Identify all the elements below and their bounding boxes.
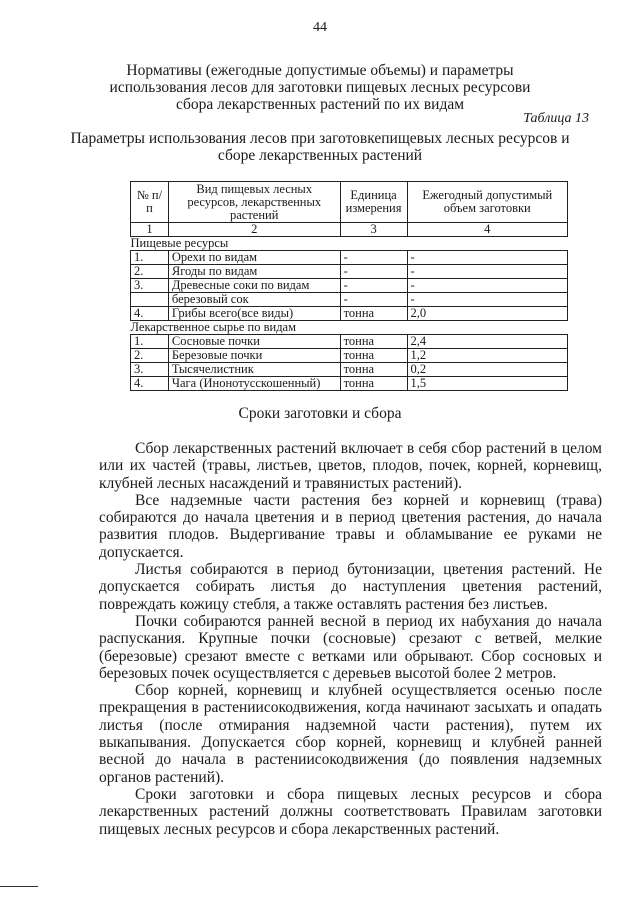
resource-name: Березовые почки — [168, 349, 340, 363]
table-row — [131, 307, 568, 321]
column-number: 4 — [407, 223, 567, 237]
row-number: 4. — [131, 307, 169, 321]
row-number: 2. — [131, 349, 169, 363]
header-cell: Ежегодный допустимый объем заготовки — [407, 182, 567, 223]
footer-divider — [0, 886, 38, 887]
paragraph: Все надземные части растения без корней и корневищ (трава) собираются до начала цветения и в период цветения растения, до начала развития плодов. Выдергивание травы и обламывание ее руками не допускается. — [99, 491, 602, 561]
volume: - — [407, 293, 567, 307]
column-number-row — [131, 223, 568, 237]
section-heading: Сроки заготовки и сбора — [238, 405, 402, 422]
unit: - — [340, 265, 407, 279]
table-row — [131, 293, 568, 307]
table-reference: Таблица 13 — [523, 111, 589, 126]
volume: 2,4 — [407, 335, 567, 349]
paragraph: Сбор корней, корневищ и клубней осуществляется осенью после прекращения в растениисокодвижения, когда начинают засыхать и опадать листья (после отмирания надземной части растения), путем их выкапывания. Допускается сбор корней, корневищ и клубней ранней весной до начала в растениисокодвижения (до появления надземных органов растений). — [99, 682, 602, 786]
row-number: 2. — [131, 265, 169, 279]
paragraph: Листья собираются в период бутонизации, цветения растений. Не допускается собирать листья до наступления цветения растений, повреждать кожицу стебля, а также оставлять растения без листьев. — [99, 561, 602, 613]
volume: - — [407, 279, 567, 293]
section-row — [131, 237, 568, 251]
volume: 1,2 — [407, 349, 567, 363]
header-cell: Вид пищевых лесных ресурсов, лекарственных растений — [168, 182, 340, 223]
section-row — [131, 321, 568, 335]
resource-name: Грибы всего(все виды) — [168, 307, 340, 321]
body-text — [99, 440, 602, 838]
unit: - — [340, 251, 407, 265]
table-row — [131, 279, 568, 293]
resource-name: Ягоды по видам — [168, 265, 340, 279]
unit: - — [340, 279, 407, 293]
header-cell: Единица измерения — [340, 182, 407, 223]
row-number: 1. — [131, 335, 169, 349]
row-number: 1. — [131, 251, 169, 265]
volume: - — [407, 251, 567, 265]
table-title: Параметры использования лесов при заготовкепищевых лесных ресурсов и сборе лекарственных растений — [70, 130, 570, 164]
parameters-table — [130, 181, 568, 391]
paragraph: Сроки заготовки и сбора пищевых лесных ресурсов и сбора лекарственных растений должны соответствовать Правилам заготовки пищевых лесных ресурсов и сбора лекарственных растений. — [99, 785, 602, 838]
document-title: Нормативы (ежегодные допустимые объемы) и параметры использования лесов для заготовки пищевых лесных ресурсови сбора лекарственных растений по их видам — [109, 62, 531, 113]
resource-name: Тысячелистник — [168, 363, 340, 377]
table-row — [131, 335, 568, 349]
section-label: Лекарственное сырье по видам — [131, 321, 568, 335]
column-number: 2 — [168, 223, 340, 237]
column-number: 1 — [131, 223, 169, 237]
row-number: 4. — [131, 377, 169, 391]
resource-name: Чага (Инонотусскошенный) — [168, 377, 340, 391]
volume: 0,2 — [407, 363, 567, 377]
row-number: 3. — [131, 279, 169, 293]
volume: - — [407, 265, 567, 279]
unit: тонна — [340, 335, 407, 349]
row-number — [131, 293, 169, 307]
unit: тонна — [340, 349, 407, 363]
resource-name: Сосновые почки — [168, 335, 340, 349]
table-row — [131, 251, 568, 265]
header-cell: № п/п — [131, 182, 169, 223]
table-header-row — [131, 182, 568, 223]
table-row — [131, 377, 568, 391]
volume: 2,0 — [407, 307, 567, 321]
section-label: Пищевые ресурсы — [131, 237, 568, 251]
resource-name: березовый сок — [168, 293, 340, 307]
unit: тонна — [340, 377, 407, 391]
volume: 1,5 — [407, 377, 567, 391]
unit: тонна — [340, 363, 407, 377]
paragraph: Почки собираются ранней весной в период их набухания до начала распускания. Крупные почки (сосновые) срезают с ветвей, мелкие (березовые) срезают вместе с ветками или обрывают. Сбор сосновых и березовых почек осуществляется с деревьев высотой более 2 метров. — [99, 612, 602, 682]
column-number: 3 — [340, 223, 407, 237]
resource-name: Древесные соки по видам — [168, 279, 340, 293]
unit: - — [340, 293, 407, 307]
page-number: 44 — [313, 20, 327, 35]
resource-name: Орехи по видам — [168, 251, 340, 265]
paragraph: Сбор лекарственных растений включает в себя сбор растений в целом или их частей (травы, листьев, цветов, плодов, почек, корней, корневищ, клубней лесных насаждений и травянистых растений). — [99, 440, 602, 492]
table-row — [131, 363, 568, 377]
row-number: 3. — [131, 363, 169, 377]
table-row — [131, 265, 568, 279]
table-row — [131, 349, 568, 363]
unit: тонна — [340, 307, 407, 321]
